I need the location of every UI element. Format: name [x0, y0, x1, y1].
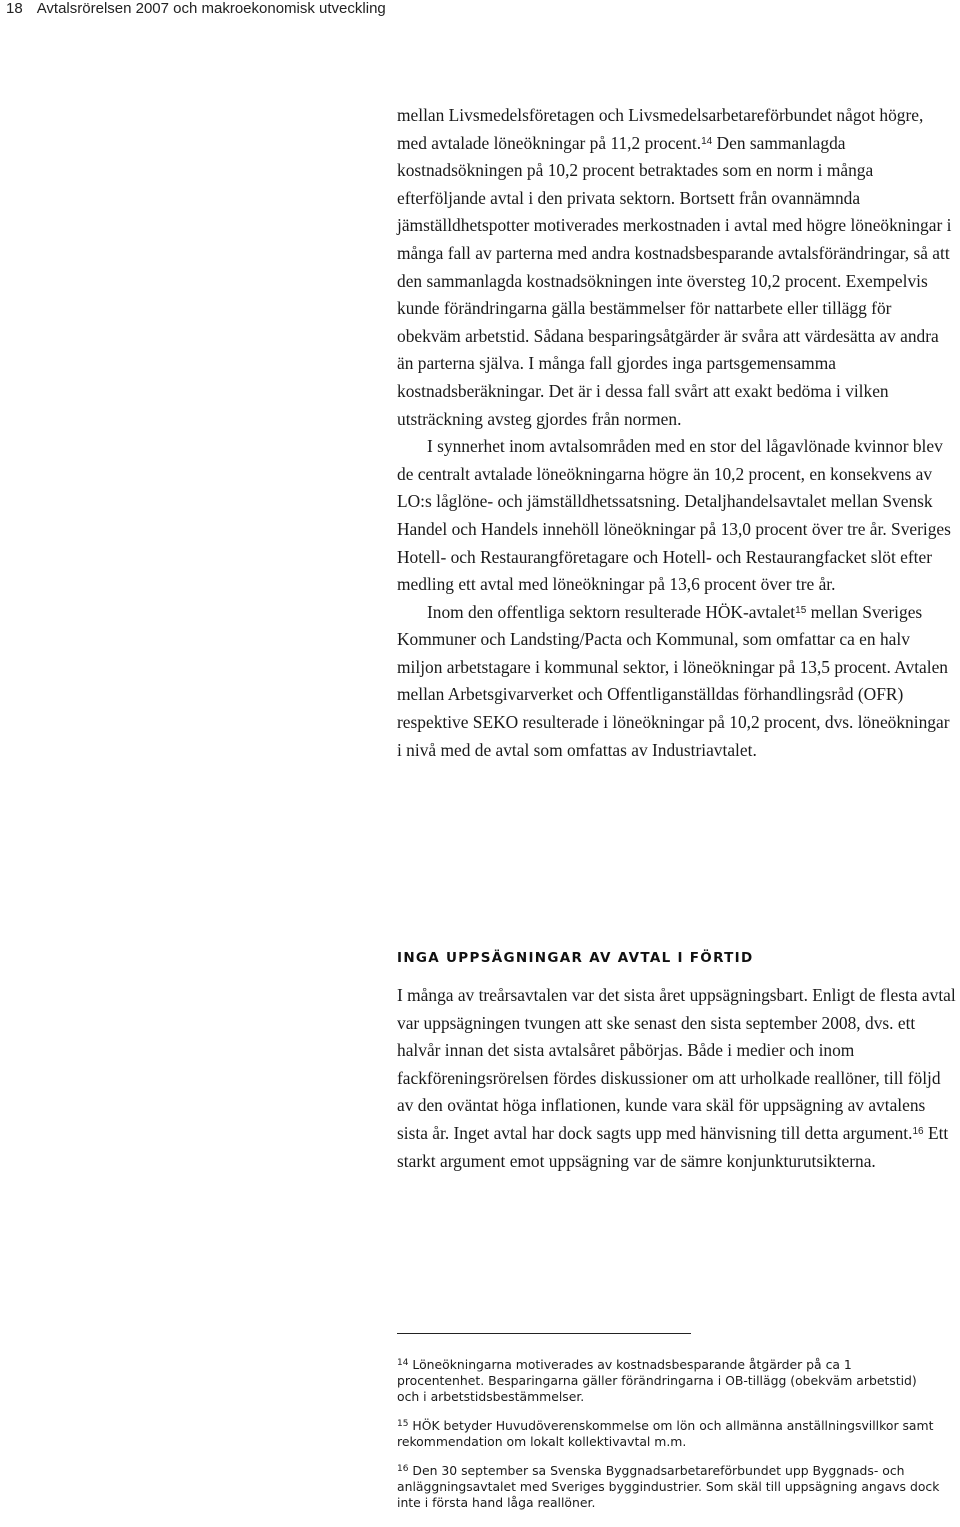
paragraph-3: [397, 599, 957, 765]
footnote-text: Löneökningarna motiverades av kostnadsbesparande åtgärder på ca 1 procentenhet. Besparingarna gäller förändringarna i OB-tillägg (obekväm arbetstid) och i arbetstidsbestämmelser.: [397, 1357, 917, 1404]
footnote-number: 14: [397, 1358, 409, 1368]
paragraph-1: [397, 102, 957, 433]
footnote-divider: [397, 1333, 691, 1334]
footnotes: [397, 1357, 942, 1524]
footnote-ref-16[interactable]: 16: [912, 1125, 924, 1137]
running-header: [6, 0, 386, 17]
footnote-16: [397, 1463, 942, 1511]
section-paragraph-1: [397, 982, 957, 1175]
footnote-text: Den 30 september sa Svenska Byggnadsarbetareförbundet upp Byggnads- och anläggningsavtalet med Sveriges byggindustrier. Som skäl till uppsägning angavs dock inte i första hand låga reallöner.: [397, 1463, 940, 1510]
section-paragraph-1-text-a: I många av treårsavtalen var det sista året uppsägningsbart. Enligt de flesta avtal var uppsägningen tvungen att ske senast den sista september 2008, dvs. ett halvår innan det sista avtalsåret påbörjas. Både i medier och inom fackföreningsrörelsen fördes diskussioner om att urholkade reallöner, till följd av den oväntat höga inflationen, kunde vara skäl för uppsägning av avtalens sista år. Inget avtal har dock sagts upp med hänvisning till detta argument.: [397, 985, 956, 1143]
paragraph-2: I synnerhet inom avtalsområden med en stor del lågavlönade kvinnor blev de centralt avtalade löneökningarna högre än 10,2 procent, en konsekvens av LO:s låglöne- och jämställdhetssatsning. Detaljhandelsavtalet mellan Svensk Handel och Handels innehöll löneökningar på 13,0 procent över tre år. Sveriges Hotell- och Restaurangföretagare och Hotell- och Restaurangfacket slöt efter medling ett avtal med löneökningar på 13,6 procent över tre år.: [397, 436, 951, 595]
footnote-number: 15: [397, 1419, 409, 1429]
footnote-number: 16: [397, 1464, 409, 1474]
section-heading: INGA UPPSÄGNINGAR AV AVTAL I FÖRTID: [397, 950, 754, 966]
running-title: Avtalsrörelsen 2007 och makroekonomisk utveckling: [36, 0, 386, 17]
footnote-15: [397, 1418, 942, 1450]
footnote-ref-14[interactable]: 14: [701, 135, 713, 147]
section-text: [397, 982, 957, 1175]
paragraph-3-text-a: Inom den offentliga sektorn resulterade HÖK-avtalet: [427, 601, 796, 622]
footnote-text: HÖK betyder Huvudöverenskommelse om lön och allmänna anställningsvillkor samt rekommendation om lokalt kollektivavtal m.m.: [397, 1418, 934, 1449]
footnote-ref-15[interactable]: 15: [795, 604, 807, 616]
footnote-14: [397, 1357, 942, 1405]
paragraph-1-text-a: mellan Livsmedelsföretagen och Livsmedelsarbetareförbundet något högre, med avtalade löneökningar på 11,2 procent.: [397, 105, 924, 153]
main-text: [397, 102, 957, 764]
paragraph-3-text-b: mellan Sveriges Kommuner och Landsting/Pacta och Kommunal, som omfattar ca en halv miljon arbetstagare i kommunal sektor, i löneökningar på 13,5 procent. Avtalen mellan Arbetsgivarverket och Offentliganställdas förhandlingsråd (OFR) respektive SEKO resulterade i löneökningar på 10,2 procent, dvs. löneökningar i nivå med de avtal som omfattas av Industriavtalet.: [397, 601, 950, 760]
page-number: 18: [6, 0, 23, 17]
paragraph-1-text-b: Den sammanlagda kostnadsökningen på 10,2 procent betraktades som en norm i många efterföljande avtal i den privata sektorn. Bortsett från ovannämnda jämställdhetspotter motiverades merkostnaden i avtal med högre löneökningar i många fall av parterna med andra kostnadsbesparande avtalsförändringar, så att den sammanlagda kostnadsökningen inte översteg 10,2 procent. Exempelvis kunde förändringarna gälla bestämmelser för nattarbete eller tillägg för obekväm arbetstid. Sådana besparingsåtgärder är svåra att värdesätta av andra än parterna själva. I många fall gjordes inga partsgemensamma kostnadsberäkningar. Det är i dessa fall svårt att exakt bedöma i vilken utsträckning avsteg gjordes från normen.: [397, 132, 952, 429]
section-paragraph-1-text-b: Ett starkt argument emot uppsägning var de sämre konjunkturutsikterna.: [397, 1122, 949, 1171]
